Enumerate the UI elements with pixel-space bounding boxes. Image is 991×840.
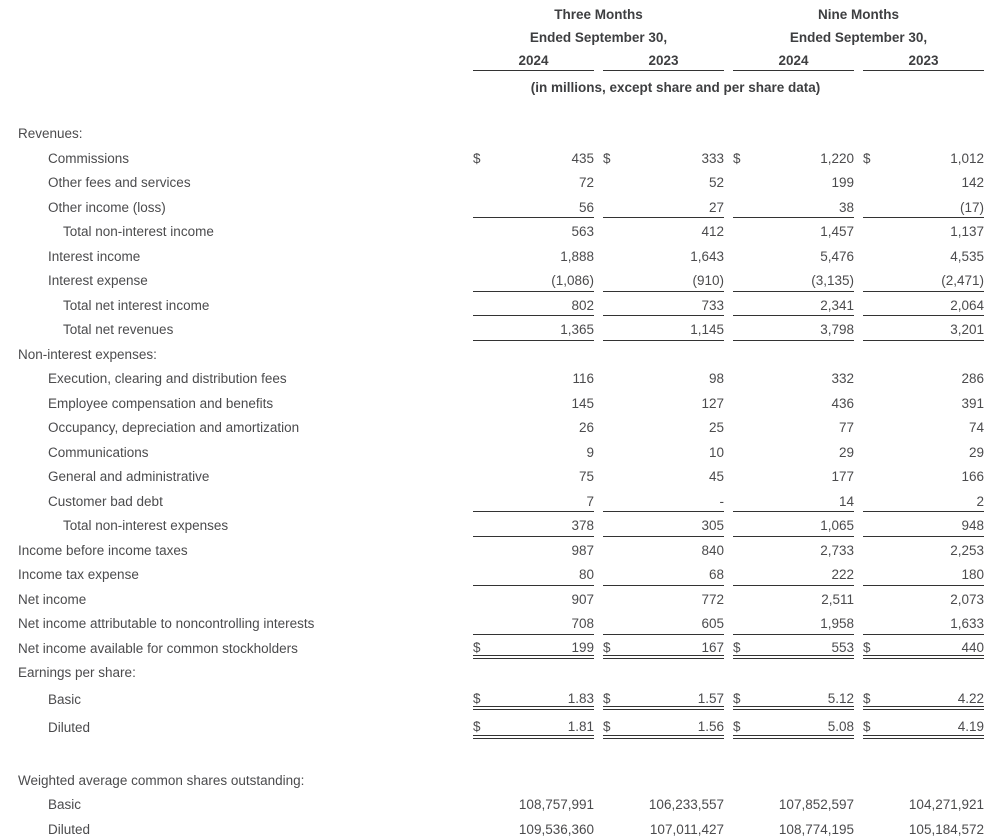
dollar-sign: $ [733,692,741,706]
cell-value: 5.12 [828,692,854,706]
cell-value: 25 [709,421,724,435]
value-cell [733,372,854,390]
dollar-sign: $ [863,692,871,706]
dollar-sign: $ [473,152,481,166]
cell-value: 5,476 [820,250,854,264]
dollar-sign: $ [863,720,871,734]
table-row [18,610,991,635]
cell-value: 10 [709,446,724,460]
cell-value: (910) [692,274,724,288]
value-cell [473,720,594,739]
dollar-sign: $ [473,641,481,655]
cell-value: 29 [969,446,984,460]
value-cell [603,617,724,635]
row-label: Revenues: [18,127,473,145]
row-label: Earnings per share: [18,666,473,684]
value-cell [863,372,984,390]
cell-value: 1,145 [690,323,724,337]
dollar-sign: $ [863,152,871,166]
cell-value: 1.56 [698,720,724,734]
table-row [18,686,991,711]
value-cell [473,692,594,711]
value-cell [603,372,724,390]
cell-value: 38 [839,201,854,215]
cell-value: 1,643 [690,250,724,264]
cell-value: 107,852,597 [779,798,854,812]
row-label: Execution, clearing and distribution fees [18,372,473,390]
row-label: Net income [18,593,473,611]
cell-value: 199 [571,641,594,655]
row-label: Employee compensation and benefits [18,397,473,415]
value-cell [863,692,984,711]
value-cell [603,519,724,537]
value-cell [473,519,594,537]
dollar-sign: $ [473,720,481,734]
value-cell [733,225,854,243]
cell-value: 68 [709,568,724,582]
cell-value: 26 [579,421,594,435]
cell-value: 2,733 [820,544,854,558]
cell-value: 412 [701,225,724,239]
value-cell [603,397,724,415]
cell-value: 1,958 [820,617,854,631]
cell-value: 52 [709,176,724,190]
value-cell [603,470,724,488]
row-label: Total net interest income [18,299,473,317]
value-cell [733,201,854,219]
value-cell [863,544,984,562]
cell-value: 127 [701,397,724,411]
year-header: 2023 [603,54,724,72]
table-row [18,145,991,170]
value-cell [473,176,594,194]
table-row [18,390,991,415]
value-cell [733,421,854,439]
row-label: Net income attributable to noncontrolling interests [18,617,473,635]
cell-value: 105,184,572 [909,823,984,837]
section-row [18,120,991,145]
cell-value: 333 [701,152,724,166]
dollar-sign: $ [603,641,611,655]
value-cell [863,593,984,611]
cell-value: 2,073 [950,593,984,607]
table-row [18,316,991,341]
cell-value: 1.83 [568,692,594,706]
cell-value: 180 [961,568,984,582]
dollar-sign: $ [733,720,741,734]
row-label: Total non-interest income [18,225,473,243]
col-group-subtitle: Ended September 30, [733,31,984,49]
cell-value: 3,201 [950,323,984,337]
value-cell [603,201,724,219]
row-label: Other fees and services [18,176,473,194]
cell-value: 166 [961,470,984,484]
cell-value: 80 [579,568,594,582]
row-label: General and administrative [18,470,473,488]
cell-value: 440 [961,641,984,655]
value-cell [863,495,984,513]
row-label: Customer bad debt [18,495,473,513]
table-row [18,537,991,562]
value-cell [473,568,594,586]
year-header: 2023 [863,54,984,72]
cell-value: 772 [701,593,724,607]
cell-value: 77 [839,421,854,435]
value-cell [473,250,594,268]
cell-value: 907 [571,593,594,607]
cell-value: 286 [961,372,984,386]
value-cell [863,470,984,488]
cell-value: 563 [571,225,594,239]
value-cell [733,798,854,816]
dollar-sign: $ [603,152,611,166]
cell-value: (1,086) [551,274,594,288]
value-cell [473,798,594,816]
table-row [18,194,991,219]
cell-value: 222 [831,568,854,582]
table-row [18,816,991,840]
col-group-subtitle: Ended September 30, [473,31,724,49]
value-cell [603,798,724,816]
cell-value: 553 [831,641,854,655]
table-row [18,292,991,317]
year-header: 2024 [473,54,594,72]
value-cell [473,201,594,219]
cell-value: 1,137 [950,225,984,239]
cell-value: 109,536,360 [519,823,594,837]
cell-value: 840 [701,544,724,558]
row-label: Basic [18,693,473,711]
value-cell [603,446,724,464]
value-cell [603,641,724,660]
value-cell [473,446,594,464]
cell-value: 116 [572,372,594,386]
cell-value: 2,253 [950,544,984,558]
value-cell [603,176,724,194]
value-cell [603,568,724,586]
cell-value: 2,064 [950,299,984,313]
value-cell [863,176,984,194]
value-cell [603,544,724,562]
value-cell [863,397,984,415]
cell-value: (17) [960,201,984,215]
cell-value: (2,471) [941,274,984,288]
table-row [18,561,991,586]
value-cell [733,299,854,317]
table-row [18,586,991,611]
col-group-title-three-months: Three Months [473,8,724,26]
value-cell [473,397,594,415]
cell-value: 106,233,557 [649,798,724,812]
cell-value: 1.57 [698,692,724,706]
cell-value: 378 [571,519,594,533]
cell-value: 2 [976,495,984,509]
value-cell [733,641,854,660]
cell-value: 1,220 [820,152,854,166]
header-period-subtitles [18,25,991,48]
value-cell [733,544,854,562]
cell-value: 56 [579,201,594,215]
row-label: Interest expense [18,274,473,292]
value-cell [733,823,854,840]
cell-value: 98 [709,372,724,386]
cell-value: 4.22 [958,692,984,706]
value-cell [863,823,984,840]
value-cell [473,323,594,341]
value-cell [473,641,594,660]
row-label: Diluted [18,823,473,840]
dollar-sign: $ [473,692,481,706]
value-cell [863,641,984,660]
value-cell [863,568,984,586]
cell-value: 107,011,427 [650,823,724,837]
value-cell [733,470,854,488]
cell-value: 45 [709,470,724,484]
value-cell [863,250,984,268]
value-cell [473,470,594,488]
table-row [18,488,991,513]
value-cell [863,446,984,464]
value-cell [473,225,594,243]
dollar-sign: $ [733,152,741,166]
value-cell [733,446,854,464]
statement-body [18,120,991,840]
row-label: Net income available for common stockholders [18,642,473,660]
row-label: Other income (loss) [18,201,473,219]
value-cell [863,421,984,439]
row-label: Diluted [18,721,473,739]
table-row [18,365,991,390]
value-cell [603,823,724,840]
cell-value: 142 [961,176,984,190]
row-label: Occupancy, depreciation and amortization [18,421,473,439]
row-label: Total non-interest expenses [18,519,473,537]
row-label: Communications [18,446,473,464]
table-row [18,635,991,660]
table-row [18,218,991,243]
cell-value: 29 [839,446,854,460]
cell-value: 104,271,921 [909,798,984,812]
value-cell [473,299,594,317]
units-note: (in millions, except share and per share data) [473,81,984,96]
cell-value: 199 [831,176,854,190]
cell-value: 332 [831,372,854,386]
cell-value: 1.81 [568,720,594,734]
cell-value: 7 [586,495,594,509]
cell-value: 1,012 [950,152,984,166]
cell-value: 708 [571,617,594,631]
cell-value: 108,757,991 [519,798,594,812]
cell-value: 436 [831,397,854,411]
cell-value: 1,633 [950,617,984,631]
cell-value: 167 [701,641,724,655]
cell-value: 145 [571,397,594,411]
cell-value: 802 [571,299,594,313]
cell-value: 4.19 [958,720,984,734]
value-cell [473,823,594,840]
dollar-sign: $ [863,641,871,655]
dollar-sign: $ [733,641,741,655]
cell-value: 75 [579,470,594,484]
cell-value: - [720,495,725,509]
cell-value: 72 [579,176,594,190]
cell-value: 5.08 [828,720,854,734]
row-label: Interest income [18,250,473,268]
value-cell [733,397,854,415]
cell-value: 1,365 [560,323,594,337]
value-cell [863,720,984,739]
dollar-sign: $ [603,720,611,734]
value-cell [733,323,854,341]
value-cell [603,152,724,170]
section-row [18,341,991,366]
table-row [18,463,991,488]
cell-value: 2,341 [820,299,854,313]
table-row [18,439,991,464]
value-cell [733,720,854,739]
value-cell [603,495,724,513]
value-cell [473,593,594,611]
value-cell [473,372,594,390]
row-label: Total net revenues [18,323,473,341]
value-cell [863,299,984,317]
value-cell [603,274,724,292]
value-cell [863,519,984,537]
value-cell [733,250,854,268]
value-cell [863,225,984,243]
value-cell [473,274,594,292]
cell-value: 435 [571,152,594,166]
value-cell [863,617,984,635]
cell-value: (3,135) [811,274,854,288]
cell-value: 9 [586,446,594,460]
value-cell [603,323,724,341]
row-label: Non-interest expenses: [18,348,473,366]
value-cell [473,495,594,513]
value-cell [863,798,984,816]
value-cell [473,617,594,635]
cell-value: 305 [701,519,724,533]
value-cell [733,176,854,194]
row-label: Weighted average common shares outstanding: [18,774,473,792]
value-cell [603,692,724,711]
cell-value: 4,535 [950,250,984,264]
value-cell [863,323,984,341]
header-period-titles [18,2,991,25]
value-cell [473,152,594,170]
col-group-title-nine-months: Nine Months [733,8,984,26]
value-cell [733,692,854,711]
section-row [18,767,991,792]
header-units-row [18,71,991,95]
cell-value: 27 [709,201,724,215]
value-cell [603,299,724,317]
row-label: Basic [18,798,473,816]
value-cell [603,225,724,243]
value-cell [603,250,724,268]
cell-value: 391 [961,397,984,411]
value-cell [603,421,724,439]
cell-value: 14 [839,495,854,509]
cell-value: 177 [831,470,854,484]
cell-value: 605 [701,617,724,631]
value-cell [603,593,724,611]
cell-value: 3,798 [820,323,854,337]
cell-value: 1,888 [560,250,594,264]
value-cell [863,152,984,170]
value-cell [733,495,854,513]
value-cell [473,544,594,562]
value-cell [863,201,984,219]
table-row [18,791,991,816]
table-row [18,414,991,439]
row-label: Commissions [18,152,473,170]
table-row [18,169,991,194]
table-row [18,243,991,268]
value-cell [733,568,854,586]
cell-value: 108,774,195 [779,823,854,837]
cell-value: 733 [701,299,724,313]
value-cell [473,421,594,439]
value-cell [733,152,854,170]
table-row [18,267,991,292]
row-label: Income tax expense [18,568,473,586]
cell-value: 1,065 [820,519,854,533]
value-cell [603,720,724,739]
value-cell [733,617,854,635]
row-label: Income before income taxes [18,544,473,562]
value-cell [733,593,854,611]
section-row [18,659,991,684]
cell-value: 74 [969,421,984,435]
cell-value: 2,511 [821,593,854,607]
value-cell [733,519,854,537]
table-row [18,714,991,739]
value-cell [733,274,854,292]
header-year-columns [18,48,991,71]
year-header: 2024 [733,54,854,72]
dollar-sign: $ [603,692,611,706]
cell-value: 948 [961,519,984,533]
value-cell [863,274,984,292]
cell-value: 1,457 [820,225,854,239]
table-row [18,512,991,537]
cell-value: 987 [571,544,594,558]
